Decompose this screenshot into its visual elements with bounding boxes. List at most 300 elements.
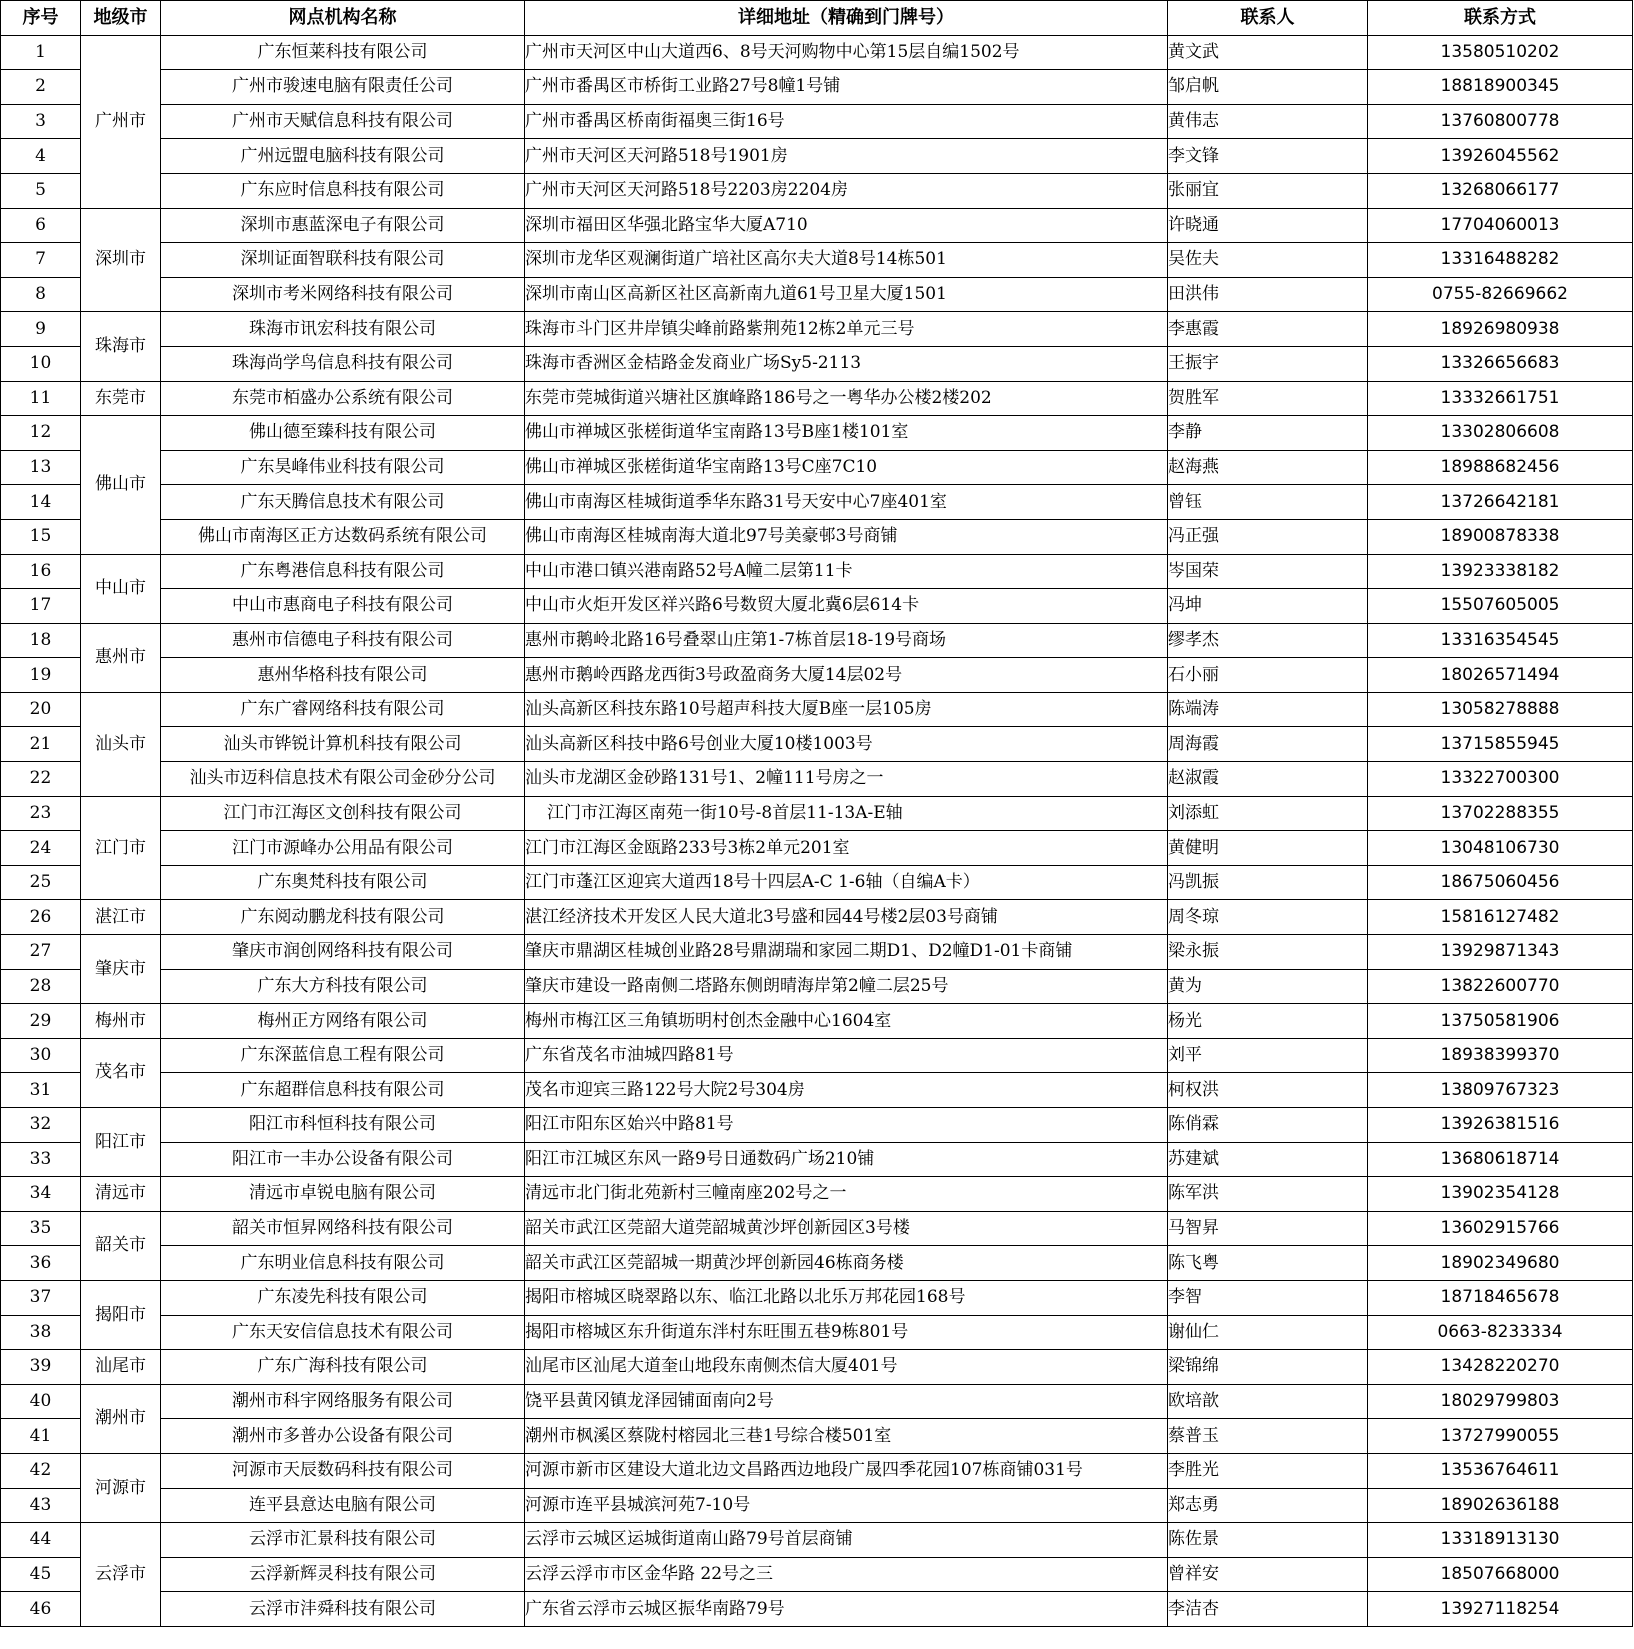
table-row <box>1 1315 1633 1350</box>
outlet-name-cell: 广东昊峰伟业科技有限公司 <box>161 450 525 485</box>
outlet-name-cell: 潮州市科宇网络服务有限公司 <box>161 1384 525 1419</box>
contact-cell: 曾祥安 <box>1168 1557 1368 1592</box>
serial-cell: 5 <box>1 173 81 208</box>
contact-cell: 冯凯振 <box>1168 865 1368 900</box>
phone-cell: 13923338182 <box>1368 554 1633 589</box>
table-row <box>1 312 1633 347</box>
serial-cell: 44 <box>1 1523 81 1558</box>
serial-cell: 19 <box>1 658 81 693</box>
contact-cell: 李洁杏 <box>1168 1592 1368 1627</box>
serial-cell: 45 <box>1 1557 81 1592</box>
contact-cell: 李静 <box>1168 416 1368 451</box>
outlet-name-cell: 清远市卓锐电脑有限公司 <box>161 1177 525 1212</box>
phone-cell: 13929871343 <box>1368 935 1633 970</box>
address-cell: 揭阳市榕城区东升街道东泮村东旺围五巷9栋801号 <box>525 1315 1168 1350</box>
phone-cell: 13726642181 <box>1368 485 1633 520</box>
outlet-name-cell: 广州远盟电脑科技有限公司 <box>161 139 525 174</box>
header-row <box>1 1 1633 36</box>
header-outlet-name: 网点机构名称 <box>161 1 525 36</box>
serial-cell: 16 <box>1 554 81 589</box>
address-cell: 中山市港口镇兴港南路52号A幢二层第11卡 <box>525 554 1168 589</box>
table-row <box>1 381 1633 416</box>
contact-cell: 梁永振 <box>1168 935 1368 970</box>
city-cell: 佛山市 <box>81 416 161 554</box>
serial-cell: 1 <box>1 35 81 70</box>
address-cell: 广州市天河区天河路518号2203房2204房 <box>525 173 1168 208</box>
table-row <box>1 1453 1633 1488</box>
address-cell: 广州市天河区中山大道西6、8号天河购物中心第15层自编1502号 <box>525 35 1168 70</box>
serial-cell: 15 <box>1 519 81 554</box>
phone-cell: 18507668000 <box>1368 1557 1633 1592</box>
outlet-name-cell: 韶关市恒昇网络科技有限公司 <box>161 1211 525 1246</box>
phone-cell: 13326656683 <box>1368 346 1633 381</box>
city-cell: 江门市 <box>81 796 161 900</box>
contact-cell: 黄伟志 <box>1168 104 1368 139</box>
contact-cell: 陈飞粤 <box>1168 1246 1368 1281</box>
serial-cell: 3 <box>1 104 81 139</box>
address-cell: 广州市番禺区桥南街福奥三街16号 <box>525 104 1168 139</box>
address-cell: 汕尾市区汕尾大道奎山地段东南侧杰信大厦401号 <box>525 1350 1168 1385</box>
serial-cell: 8 <box>1 277 81 312</box>
city-cell: 河源市 <box>81 1453 161 1522</box>
outlet-name-cell: 广东深蓝信息工程有限公司 <box>161 1038 525 1073</box>
outlet-name-cell: 云浮市汇景科技有限公司 <box>161 1523 525 1558</box>
city-cell: 肇庆市 <box>81 935 161 1004</box>
table-row <box>1 277 1633 312</box>
serial-cell: 31 <box>1 1073 81 1108</box>
contact-cell: 石小丽 <box>1168 658 1368 693</box>
outlet-name-cell: 深圳证面智联科技有限公司 <box>161 243 525 278</box>
contact-cell: 李智 <box>1168 1280 1368 1315</box>
table-row <box>1 243 1633 278</box>
contact-cell: 马智昇 <box>1168 1211 1368 1246</box>
phone-cell: 18818900345 <box>1368 70 1633 105</box>
city-cell: 清远市 <box>81 1177 161 1212</box>
address-cell: 广州市番禺区市桥街工业路27号8幢1号铺 <box>525 70 1168 105</box>
table-row <box>1 831 1633 866</box>
phone-cell: 13809767323 <box>1368 1073 1633 1108</box>
contact-cell: 李惠霞 <box>1168 312 1368 347</box>
outlet-name-cell: 肇庆市润创网络科技有限公司 <box>161 935 525 970</box>
contact-cell: 柯权洪 <box>1168 1073 1368 1108</box>
phone-cell: 13750581906 <box>1368 1004 1633 1039</box>
table-row <box>1 623 1633 658</box>
serial-cell: 20 <box>1 692 81 727</box>
serial-cell: 9 <box>1 312 81 347</box>
serial-cell: 35 <box>1 1211 81 1246</box>
contact-cell: 黄为 <box>1168 969 1368 1004</box>
phone-cell: 15507605005 <box>1368 589 1633 624</box>
contact-cell: 田洪伟 <box>1168 277 1368 312</box>
address-cell: 茂名市迎宾三路122号大院2号304房 <box>525 1073 1168 1108</box>
table-row <box>1 1246 1633 1281</box>
address-cell: 汕头市龙湖区金砂路131号1、2幢111号房之一 <box>525 762 1168 797</box>
contact-cell: 周冬琼 <box>1168 900 1368 935</box>
contact-cell: 赵淑霞 <box>1168 762 1368 797</box>
city-cell: 梅州市 <box>81 1004 161 1039</box>
contact-cell: 李文锋 <box>1168 139 1368 174</box>
city-cell: 中山市 <box>81 554 161 623</box>
contact-cell: 杨光 <box>1168 1004 1368 1039</box>
phone-cell: 13058278888 <box>1368 692 1633 727</box>
phone-cell: 13318913130 <box>1368 1523 1633 1558</box>
address-cell: 肇庆市建设一路南侧二塔路东侧朗晴海岸第2幢二层25号 <box>525 969 1168 1004</box>
phone-cell: 18900878338 <box>1368 519 1633 554</box>
phone-cell: 18718465678 <box>1368 1280 1633 1315</box>
address-cell: 饶平县黄冈镇龙泽园铺面南向2号 <box>525 1384 1168 1419</box>
table-row <box>1 485 1633 520</box>
serial-cell: 23 <box>1 796 81 831</box>
table-row <box>1 70 1633 105</box>
city-cell: 湛江市 <box>81 900 161 935</box>
outlet-name-cell: 深圳市惠蓝深电子有限公司 <box>161 208 525 243</box>
address-cell: 佛山市南海区桂城街道季华东路31号天安中心7座401室 <box>525 485 1168 520</box>
contact-cell: 刘平 <box>1168 1038 1368 1073</box>
serial-cell: 40 <box>1 1384 81 1419</box>
table-row <box>1 346 1633 381</box>
phone-cell: 13536764611 <box>1368 1453 1633 1488</box>
city-cell: 汕尾市 <box>81 1350 161 1385</box>
phone-cell: 13680618714 <box>1368 1142 1633 1177</box>
address-cell: 云浮市云城区运城街道南山路79号首层商铺 <box>525 1523 1168 1558</box>
phone-cell: 13316488282 <box>1368 243 1633 278</box>
serial-cell: 6 <box>1 208 81 243</box>
address-cell: 中山市火炬开发区祥兴路6号数贸大厦北冀6层614卡 <box>525 589 1168 624</box>
serial-cell: 46 <box>1 1592 81 1627</box>
outlet-name-cell: 广东奥梵科技有限公司 <box>161 865 525 900</box>
serial-cell: 10 <box>1 346 81 381</box>
phone-cell: 15816127482 <box>1368 900 1633 935</box>
table-row <box>1 1142 1633 1177</box>
address-cell: 惠州市鹅岭北路16号叠翠山庄第1-7栋首层18-19号商场 <box>525 623 1168 658</box>
serial-cell: 41 <box>1 1419 81 1454</box>
table-row <box>1 1211 1633 1246</box>
contact-cell: 吴佐夫 <box>1168 243 1368 278</box>
table-row <box>1 727 1633 762</box>
serial-cell: 17 <box>1 589 81 624</box>
outlet-name-cell: 珠海尚学鸟信息科技有限公司 <box>161 346 525 381</box>
header-serial: 序号 <box>1 1 81 36</box>
outlet-name-cell: 潮州市多普办公设备有限公司 <box>161 1419 525 1454</box>
table-row <box>1 969 1633 1004</box>
outlet-name-cell: 河源市天辰数码科技有限公司 <box>161 1453 525 1488</box>
outlet-name-cell: 广东阅动鹏龙科技有限公司 <box>161 900 525 935</box>
phone-cell: 13602915766 <box>1368 1211 1633 1246</box>
table-row <box>1 416 1633 451</box>
address-cell: 深圳市龙华区观澜街道广培社区高尔夫大道8号14栋501 <box>525 243 1168 278</box>
table-row <box>1 104 1633 139</box>
address-cell: 江门市江海区金瓯路233号3栋2单元201室 <box>525 831 1168 866</box>
outlet-name-cell: 广州市天赋信息科技有限公司 <box>161 104 525 139</box>
phone-cell: 13926381516 <box>1368 1108 1633 1143</box>
phone-cell: 13580510202 <box>1368 35 1633 70</box>
outlet-name-cell: 广东大方科技有限公司 <box>161 969 525 1004</box>
contact-cell: 郑志勇 <box>1168 1488 1368 1523</box>
outlet-name-cell: 云浮新辉灵科技有限公司 <box>161 1557 525 1592</box>
serial-cell: 29 <box>1 1004 81 1039</box>
contact-cell: 蔡普玉 <box>1168 1419 1368 1454</box>
address-cell: 珠海市斗门区井岸镇尖峰前路紫荆苑12栋2单元三号 <box>525 312 1168 347</box>
address-cell: 河源市新市区建设大道北边文昌路西边地段广晟四季花园107栋商铺031号 <box>525 1453 1168 1488</box>
address-cell: 佛山市禅城区张槎街道华宝南路13号C座7C10 <box>525 450 1168 485</box>
serial-cell: 22 <box>1 762 81 797</box>
outlet-name-cell: 佛山市南海区正方达数码系统有限公司 <box>161 519 525 554</box>
serial-cell: 2 <box>1 70 81 105</box>
contact-cell: 缪孝杰 <box>1168 623 1368 658</box>
contact-cell: 周海霞 <box>1168 727 1368 762</box>
address-cell: 东莞市莞城街道兴塘社区旗峰路186号之一粤华办公楼2楼202 <box>525 381 1168 416</box>
outlet-name-cell: 江门市源峰办公用品有限公司 <box>161 831 525 866</box>
outlet-name-cell: 中山市惠商电子科技有限公司 <box>161 589 525 624</box>
address-cell: 惠州市鹅岭西路龙西街3号政盈商务大厦14层02号 <box>525 658 1168 693</box>
phone-cell: 18675060456 <box>1368 865 1633 900</box>
table-row <box>1 1073 1633 1108</box>
phone-cell: 13926045562 <box>1368 139 1633 174</box>
contact-cell: 梁锦绵 <box>1168 1350 1368 1385</box>
city-cell: 云浮市 <box>81 1523 161 1627</box>
address-cell: 阳江市江城区东风一路9号日通数码广场210铺 <box>525 1142 1168 1177</box>
serial-cell: 11 <box>1 381 81 416</box>
phone-cell: 18988682456 <box>1368 450 1633 485</box>
phone-cell: 18926980938 <box>1368 312 1633 347</box>
serial-cell: 13 <box>1 450 81 485</box>
table-row <box>1 1523 1633 1558</box>
address-cell: 梅州市梅江区三角镇坜明村创杰金融中心1604室 <box>525 1004 1168 1039</box>
phone-cell: 13048106730 <box>1368 831 1633 866</box>
outlet-name-cell: 广州市骏速电脑有限责任公司 <box>161 70 525 105</box>
address-cell: 广东省茂名市油城四路81号 <box>525 1038 1168 1073</box>
outlet-name-cell: 汕头市迈科信息技术有限公司金砂分公司 <box>161 762 525 797</box>
address-cell: 广东省云浮市云城区振华南路79号 <box>525 1592 1168 1627</box>
phone-cell: 13322700300 <box>1368 762 1633 797</box>
address-cell: 韶关市武江区莞韶城一期黄沙坪创新园46栋商务楼 <box>525 1246 1168 1281</box>
contact-cell: 谢仙仁 <box>1168 1315 1368 1350</box>
outlet-name-cell: 汕头市铧锐计算机科技有限公司 <box>161 727 525 762</box>
city-cell: 韶关市 <box>81 1211 161 1280</box>
contact-cell: 邹启帆 <box>1168 70 1368 105</box>
table-body <box>1 35 1633 1626</box>
phone-cell: 13760800778 <box>1368 104 1633 139</box>
outlet-name-cell: 惠州华格科技有限公司 <box>161 658 525 693</box>
table-row <box>1 1280 1633 1315</box>
address-cell: 汕头高新区科技东路10号超声科技大厦B座一层105房 <box>525 692 1168 727</box>
city-cell: 深圳市 <box>81 208 161 312</box>
city-cell: 茂名市 <box>81 1038 161 1107</box>
serial-cell: 32 <box>1 1108 81 1143</box>
city-cell: 惠州市 <box>81 623 161 692</box>
table-row <box>1 1004 1633 1039</box>
serial-cell: 25 <box>1 865 81 900</box>
serial-cell: 34 <box>1 1177 81 1212</box>
serial-cell: 27 <box>1 935 81 970</box>
outlet-name-cell: 广东恒莱科技有限公司 <box>161 35 525 70</box>
serial-cell: 36 <box>1 1246 81 1281</box>
table-row <box>1 1384 1633 1419</box>
serial-cell: 42 <box>1 1453 81 1488</box>
header-phone: 联系方式 <box>1368 1 1633 36</box>
address-cell: 肇庆市鼎湖区桂城创业路28号鼎湖瑞和家园二期D1、D2幢D1-01卡商铺 <box>525 935 1168 970</box>
serial-cell: 37 <box>1 1280 81 1315</box>
contact-cell: 陈俏霖 <box>1168 1108 1368 1143</box>
table-row <box>1 1108 1633 1143</box>
outlet-name-cell: 广东广睿网络科技有限公司 <box>161 692 525 727</box>
address-cell: 汕头高新区科技中路6号创业大厦10楼1003号 <box>525 727 1168 762</box>
outlet-name-cell: 梅州正方网络有限公司 <box>161 1004 525 1039</box>
phone-cell: 0663-8233334 <box>1368 1315 1633 1350</box>
outlet-name-cell: 广东天腾信息技术有限公司 <box>161 485 525 520</box>
serial-cell: 43 <box>1 1488 81 1523</box>
table-row <box>1 658 1633 693</box>
contact-cell: 王振宇 <box>1168 346 1368 381</box>
outlet-name-cell: 广东超群信息科技有限公司 <box>161 1073 525 1108</box>
serial-cell: 14 <box>1 485 81 520</box>
phone-cell: 18902636188 <box>1368 1488 1633 1523</box>
table-row <box>1 519 1633 554</box>
contact-cell: 黄文武 <box>1168 35 1368 70</box>
outlet-name-cell: 云浮市沣舜科技有限公司 <box>161 1592 525 1627</box>
city-cell: 东莞市 <box>81 381 161 416</box>
phone-cell: 13927118254 <box>1368 1592 1633 1627</box>
phone-cell: 0755-82669662 <box>1368 277 1633 312</box>
serial-cell: 38 <box>1 1315 81 1350</box>
phone-cell: 18902349680 <box>1368 1246 1633 1281</box>
table-row <box>1 762 1633 797</box>
address-cell: 云浮云浮市市区金华路 22号之三 <box>525 1557 1168 1592</box>
outlet-name-cell: 广东应时信息科技有限公司 <box>161 173 525 208</box>
city-cell: 广州市 <box>81 35 161 208</box>
serial-cell: 26 <box>1 900 81 935</box>
address-cell: 清远市北门街北苑新村三幢南座202号之一 <box>525 1177 1168 1212</box>
contact-cell: 赵海燕 <box>1168 450 1368 485</box>
serial-cell: 18 <box>1 623 81 658</box>
serial-cell: 33 <box>1 1142 81 1177</box>
phone-cell: 13316354545 <box>1368 623 1633 658</box>
contact-cell: 刘添虹 <box>1168 796 1368 831</box>
contact-cell: 岑国荣 <box>1168 554 1368 589</box>
phone-cell: 18029799803 <box>1368 1384 1633 1419</box>
serial-cell: 30 <box>1 1038 81 1073</box>
table-row <box>1 1557 1633 1592</box>
table-row <box>1 589 1633 624</box>
outlet-name-cell: 江门市江海区文创科技有限公司 <box>161 796 525 831</box>
serial-cell: 7 <box>1 243 81 278</box>
address-cell: 韶关市武江区莞韶大道莞韶城黄沙坪创新园区3号楼 <box>525 1211 1168 1246</box>
address-cell: 阳江市阳东区始兴中路81号 <box>525 1108 1168 1143</box>
contact-cell: 陈军洪 <box>1168 1177 1368 1212</box>
table-row <box>1 900 1633 935</box>
table-row <box>1 1177 1633 1212</box>
table-row <box>1 173 1633 208</box>
outlet-name-cell: 佛山德至臻科技有限公司 <box>161 416 525 451</box>
contact-cell: 欧培歆 <box>1168 1384 1368 1419</box>
serial-cell: 21 <box>1 727 81 762</box>
phone-cell: 13268066177 <box>1368 173 1633 208</box>
city-cell: 揭阳市 <box>81 1280 161 1349</box>
serial-cell: 24 <box>1 831 81 866</box>
table-row <box>1 935 1633 970</box>
header-contact: 联系人 <box>1168 1 1368 36</box>
serial-cell: 39 <box>1 1350 81 1385</box>
phone-cell: 13822600770 <box>1368 969 1633 1004</box>
outlet-name-cell: 广东凌先科技有限公司 <box>161 1280 525 1315</box>
contact-cell: 冯坤 <box>1168 589 1368 624</box>
table-row <box>1 1592 1633 1627</box>
contact-cell: 曾钰 <box>1168 485 1368 520</box>
contact-cell: 陈端涛 <box>1168 692 1368 727</box>
outlet-name-cell: 广东粤港信息科技有限公司 <box>161 554 525 589</box>
outlet-name-cell: 阳江市一丰办公设备有限公司 <box>161 1142 525 1177</box>
address-cell: 佛山市南海区桂城南海大道北97号美豪邨3号商铺 <box>525 519 1168 554</box>
phone-cell: 13428220270 <box>1368 1350 1633 1385</box>
address-cell: 深圳市南山区高新区社区高新南九道61号卫星大厦1501 <box>525 277 1168 312</box>
phone-cell: 13902354128 <box>1368 1177 1633 1212</box>
outlet-name-cell: 广东广海科技有限公司 <box>161 1350 525 1385</box>
table-row <box>1 554 1633 589</box>
table-row <box>1 865 1633 900</box>
contact-cell: 许晓通 <box>1168 208 1368 243</box>
contact-cell: 冯正强 <box>1168 519 1368 554</box>
serial-cell: 28 <box>1 969 81 1004</box>
address-cell: 珠海市香洲区金桔路金发商业广场Sy5-2113 <box>525 346 1168 381</box>
table-row <box>1 1038 1633 1073</box>
table-row <box>1 692 1633 727</box>
address-cell: 河源市连平县城滨河苑7-10号 <box>525 1488 1168 1523</box>
address-cell: 佛山市禅城区张槎街道华宝南路13号B座1楼101室 <box>525 416 1168 451</box>
city-cell: 阳江市 <box>81 1108 161 1177</box>
header-address: 详细地址（精确到门牌号） <box>525 1 1168 36</box>
contact-cell: 张丽宜 <box>1168 173 1368 208</box>
table-row <box>1 1350 1633 1385</box>
outlet-name-cell: 惠州市信德电子科技有限公司 <box>161 623 525 658</box>
phone-cell: 18938399370 <box>1368 1038 1633 1073</box>
outlet-name-cell: 广东明业信息科技有限公司 <box>161 1246 525 1281</box>
header-city: 地级市 <box>81 1 161 36</box>
phone-cell: 13702288355 <box>1368 796 1633 831</box>
table-row <box>1 208 1633 243</box>
address-cell: 潮州市枫溪区蔡陇村榕园北三巷1号综合楼501室 <box>525 1419 1168 1454</box>
table-row <box>1 1419 1633 1454</box>
phone-cell: 13302806608 <box>1368 416 1633 451</box>
outlet-name-cell: 珠海市讯宏科技有限公司 <box>161 312 525 347</box>
address-cell: 揭阳市榕城区晓翠路以东、临江北路以北乐万邦花园168号 <box>525 1280 1168 1315</box>
address-cell: 深圳市福田区华强北路宝华大厦A710 <box>525 208 1168 243</box>
address-cell: 湛江经济技术开发区人民大道北3号盛和园44号楼2层03号商铺 <box>525 900 1168 935</box>
city-cell: 潮州市 <box>81 1384 161 1453</box>
table-row <box>1 139 1633 174</box>
table-row <box>1 796 1633 831</box>
address-cell: 广州市天河区天河路518号1901房 <box>525 139 1168 174</box>
phone-cell: 13332661751 <box>1368 381 1633 416</box>
contact-cell: 陈佐景 <box>1168 1523 1368 1558</box>
table-row <box>1 35 1633 70</box>
contact-cell: 黄健明 <box>1168 831 1368 866</box>
contact-cell: 苏建斌 <box>1168 1142 1368 1177</box>
serial-cell: 12 <box>1 416 81 451</box>
outlet-name-cell: 东莞市栢盛办公系统有限公司 <box>161 381 525 416</box>
phone-cell: 18026571494 <box>1368 658 1633 693</box>
outlet-name-cell: 广东天安信信息技术有限公司 <box>161 1315 525 1350</box>
address-cell: 江门市江海区南苑一街10号-8首层11-13A-E轴 <box>525 796 1168 831</box>
contact-cell: 李胜光 <box>1168 1453 1368 1488</box>
contact-cell: 贺胜军 <box>1168 381 1368 416</box>
city-cell: 汕头市 <box>81 692 161 796</box>
address-cell: 江门市蓬江区迎宾大道西18号十四层A-C 1-6轴（自编A卡） <box>525 865 1168 900</box>
outlet-name-cell: 深圳市考米网络科技有限公司 <box>161 277 525 312</box>
outlet-name-cell: 阳江市科恒科技有限公司 <box>161 1108 525 1143</box>
serial-cell: 4 <box>1 139 81 174</box>
phone-cell: 17704060013 <box>1368 208 1633 243</box>
outlet-name-cell: 连平县意达电脑有限公司 <box>161 1488 525 1523</box>
